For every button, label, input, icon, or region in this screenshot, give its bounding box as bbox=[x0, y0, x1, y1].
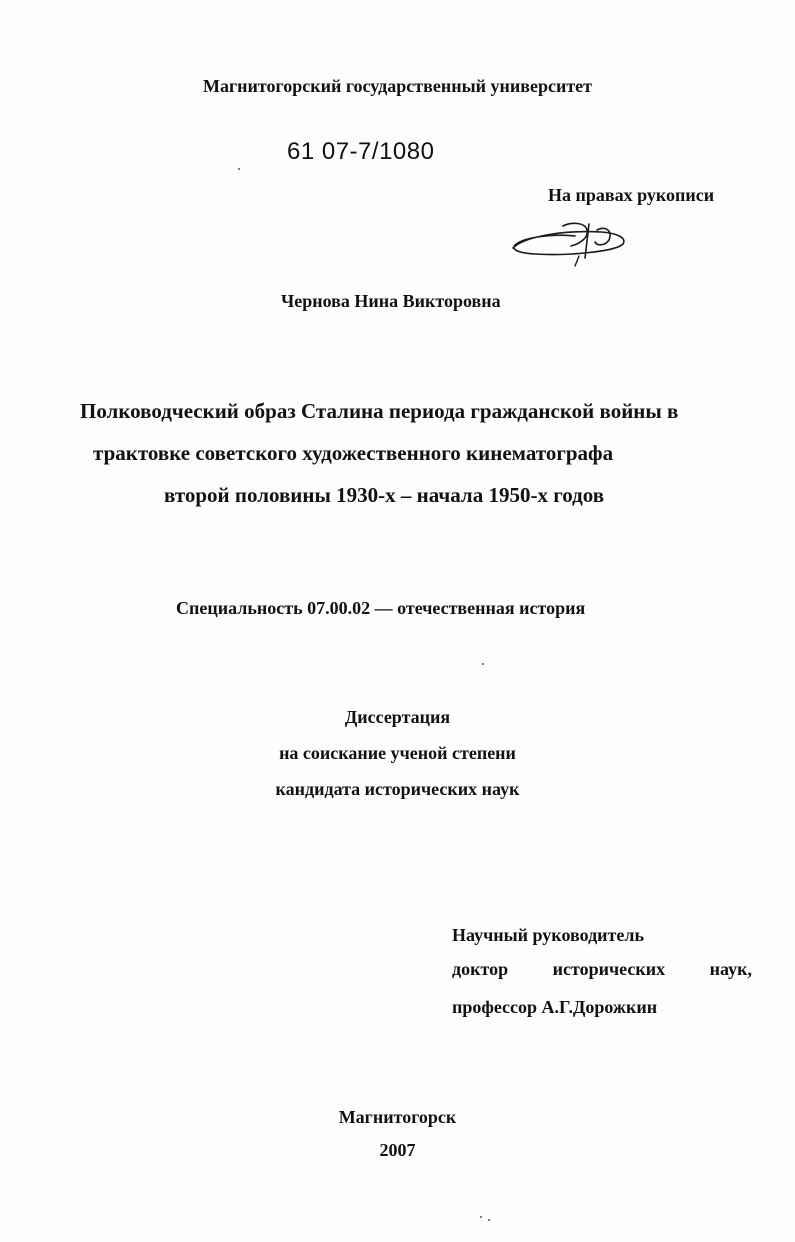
advisor-degree-word-1: доктор bbox=[452, 959, 509, 979]
archive-stamp-number: 61 07-7/1080 bbox=[287, 138, 435, 165]
signature-scribble bbox=[505, 212, 635, 272]
city-name: Магнитогорск bbox=[338, 1107, 457, 1127]
advisor-role: Научный руководитель bbox=[452, 925, 644, 945]
author-name: Чернова Нина Викторовна bbox=[281, 291, 501, 311]
scan-speck bbox=[480, 1216, 482, 1218]
advisor-degree-word-3: наук, bbox=[709, 959, 752, 979]
title-line-3: второй половины 1930-х – начала 1950-х годов bbox=[164, 483, 605, 507]
title-line-2: трактовке советского художественного кинематографа bbox=[93, 441, 614, 465]
scan-speck bbox=[482, 663, 484, 665]
degree-purpose-line: на соискание ученой степени bbox=[279, 743, 516, 763]
degree-title-line: кандидата исторических наук bbox=[275, 779, 520, 799]
specialty-line: Специальность 07.00.02 — отечественная история bbox=[176, 598, 586, 618]
year: 2007 bbox=[379, 1140, 416, 1160]
title-line-1: Полководческий образ Сталина периода гражданской войны в bbox=[80, 399, 679, 423]
advisor-degree-word-2: исторических bbox=[552, 959, 666, 979]
advisor-degree-line bbox=[452, 958, 752, 980]
manuscript-rights-label: На правах рукописи bbox=[548, 185, 715, 205]
scan-speck bbox=[488, 1219, 490, 1221]
dissertation-label: Диссертация bbox=[344, 707, 451, 727]
university-name: Магнитогорский государственный университет bbox=[202, 76, 592, 96]
advisor-name: профессор А.Г.Дорожкин bbox=[452, 997, 658, 1017]
scan-speck bbox=[238, 168, 240, 170]
